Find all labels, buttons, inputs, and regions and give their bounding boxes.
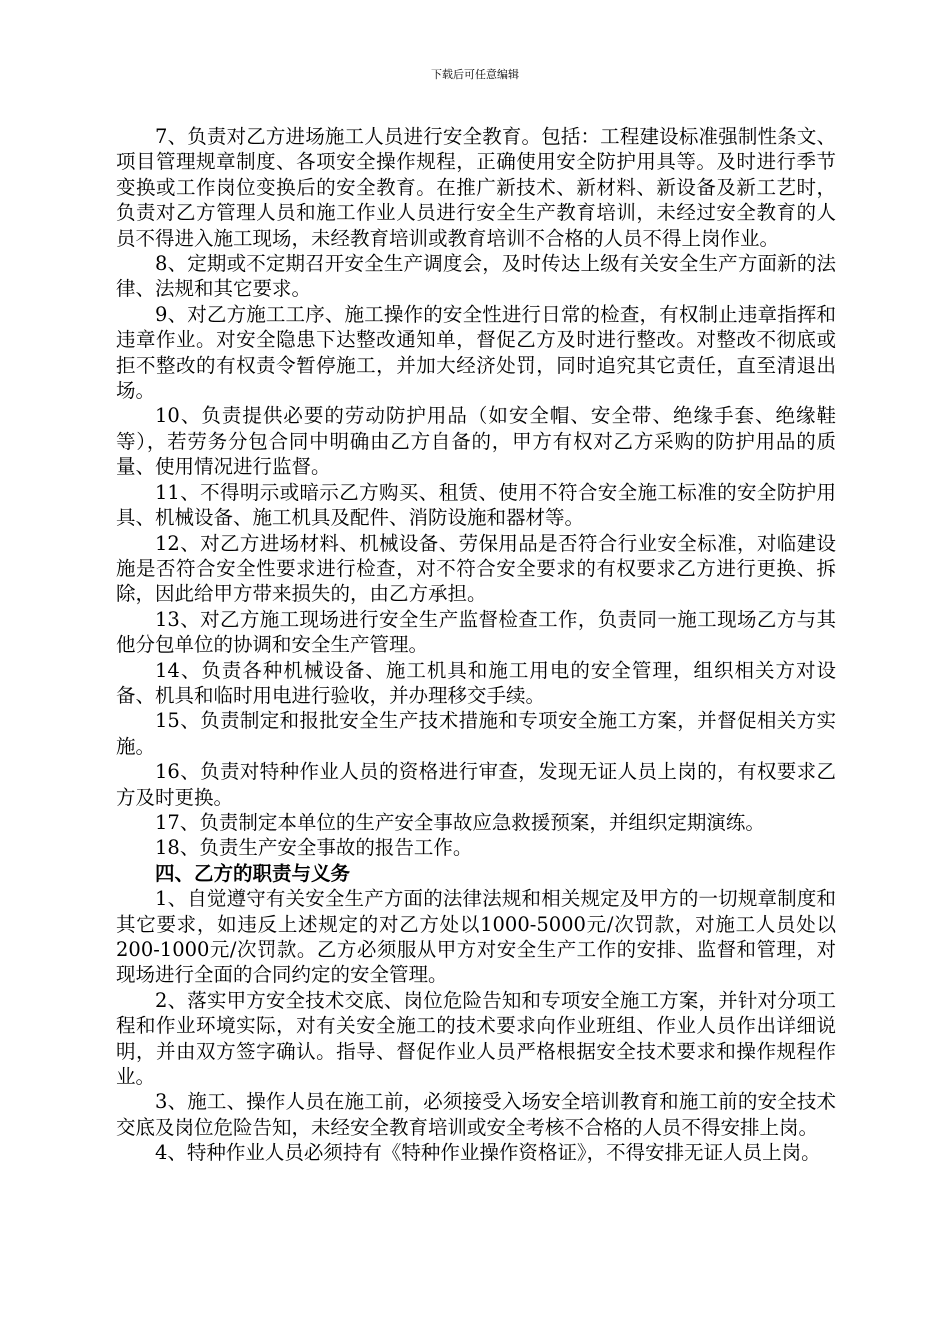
paragraph-item-15: 15、负责制定和报批安全生产技术措施和专项安全施工方案，并督促相关方实施。 <box>116 709 836 758</box>
paragraph-duty-4: 4、特种作业人员必须持有《特种作业操作资格证》，不得安排无证人员上岗。 <box>155 1141 821 1165</box>
paragraph-item-9: 9、对乙方施工工序、施工操作的安全性进行日常的检查，有权制止违章指挥和违章作业。对安全隐患下达整改通知单，督促乙方及时进行整改。对整改不彻底或拒不整改的有权责令暂停施工，并加大经济处罚，同时追究其它责任，直至清退出场。 <box>116 302 836 403</box>
paragraph-item-12: 12、对乙方进场材料、机械设备、劳保用品是否符合行业安全标准，对临建设施是否符合安全性要求进行检查，对不符合安全要求的有权要求乙方进行更换、拆除，因此给甲方带来损失的，由乙方承担。 <box>116 531 836 606</box>
document-body <box>116 124 836 1166</box>
paragraph-item-7: 7、负责对乙方进场施工人员进行安全教育。包括：工程建设标准强制性条文、项目管理规章制度、各项安全操作规程，正确使用安全防护用具等。及时进行季节变换或工作岗位变换后的安全教育。在推广新技术、新材料、新设备及新工艺时，负责对乙方管理人员和施工作业人员进行安全生产教育培训，未经过安全教育的人员不得进入施工现场，未经教育培训或教育培训不合格的人员不得上岗作业。 <box>116 125 836 250</box>
page-header: 下载后可任意编辑 <box>431 68 519 81</box>
paragraph-item-10: 10、负责提供必要的劳动防护用品（如安全帽、安全带、绝缘手套、绝缘鞋等），若劳务分包合同中明确由乙方自备的，甲方有权对乙方采购的防护用品的质量、使用情况进行监督。 <box>116 404 836 479</box>
paragraph-duty-2: 2、落实甲方安全技术交底、岗位危险告知和专项安全施工方案，并针对分项工程和作业环境实际，对有关安全施工的技术要求向作业班组、作业人员作出详细说明，并由双方签字确认。指导、督促作业人员严格根据安全技术要求和操作规程作业。 <box>116 988 836 1089</box>
paragraph-duty-1: 1、自觉遵守有关安全生产方面的法律法规和相关规定及甲方的一切规章制度和其它要求，如违反上述规定的对乙方处以1000-5000元/次罚款，对施工人员处以200-1000元/次罚款。乙方必须服从甲方对安全生产工作的安排、监督和管理，对现场进行全面的合同约定的安全管理。 <box>116 887 836 987</box>
section-heading: 四、乙方的职责与义务 <box>155 861 351 885</box>
paragraph-item-8: 8、定期或不定期召开安全生产调度会，及时传达上级有关安全生产方面新的法律、法规和其它要求。 <box>116 252 836 301</box>
paragraph-duty-3: 3、施工、操作人员在施工前，必须接受入场安全培训教育和施工前的安全技术交底及岗位危险告知，未经安全教育培训或安全考核不合格的人员不得安排上岗。 <box>116 1090 836 1139</box>
paragraph-item-17: 17、负责制定本单位的生产安全事故应急救援预案，并组织定期演练。 <box>155 810 765 834</box>
paragraph-item-13: 13、对乙方施工现场进行安全生产监督检查工作，负责同一施工现场乙方与其他分包单位的协调和安全生产管理。 <box>116 607 836 657</box>
paragraph-item-18: 18、负责生产安全事故的报告工作。 <box>155 836 473 860</box>
paragraph-item-16: 16、负责对特种作业人员的资格进行审查，发现无证人员上岗的，有权要求乙方及时更换。 <box>116 760 836 809</box>
paragraph-item-14: 14、负责各种机械设备、施工机具和施工用电的安全管理，组织相关方对设备、机具和临时用电进行验收，并办理移交手续。 <box>116 658 836 707</box>
paragraph-item-11: 11、不得明示或暗示乙方购买、租赁、使用不符合安全施工标准的安全防护用具、机械设备、施工机具及配件、消防设施和器材等。 <box>116 480 836 530</box>
